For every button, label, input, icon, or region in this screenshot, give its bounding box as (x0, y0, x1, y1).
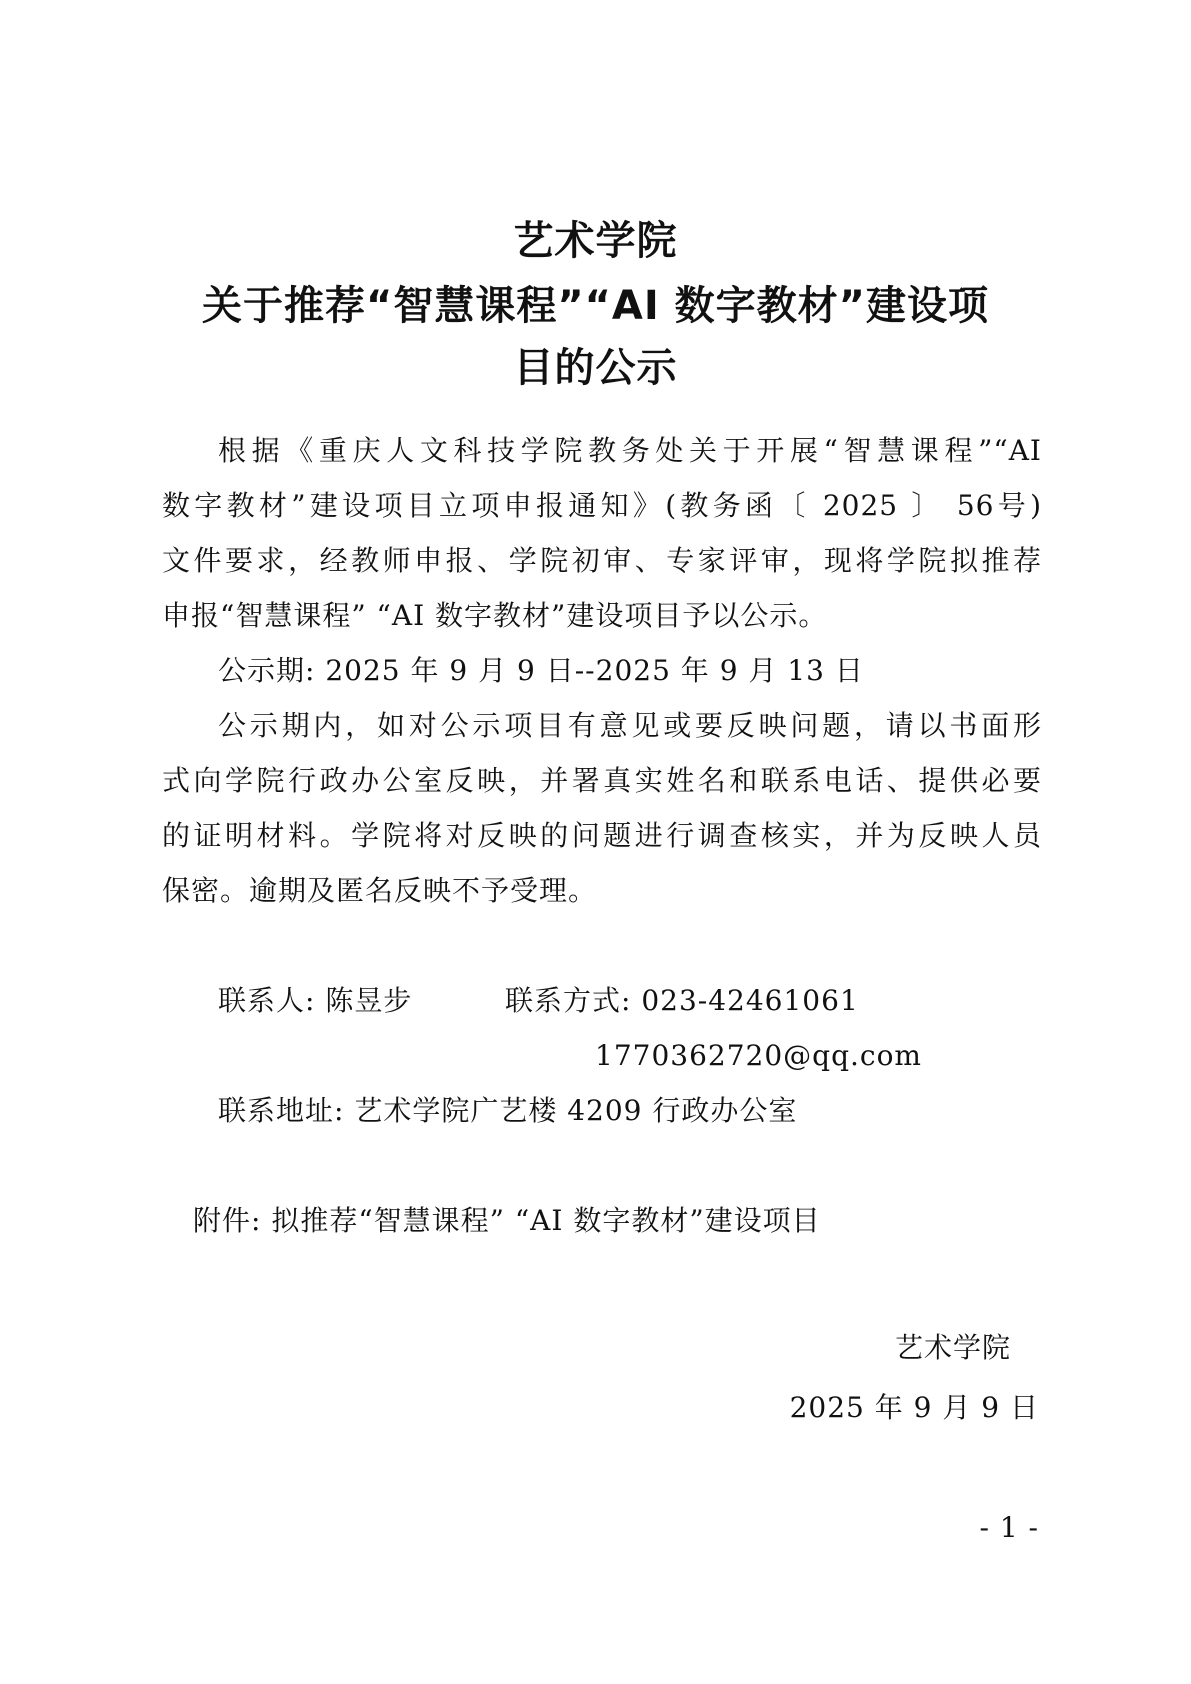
contact-person: 联系人: 陈昱步 (218, 984, 413, 1017)
publicity-period: 公示期: 2025 年 9 月 9 日--2025 年 9 月 13 日 (218, 654, 864, 687)
paragraph-line: 保密。逾期及匿名反映不予受理。 (162, 874, 598, 907)
contact-address: 联系地址: 艺术学院广艺楼 4209 行政办公室 (218, 1094, 798, 1127)
paragraph-line: 文件要求，经教师申报、学院初审、专家评审，现将学院拟推荐 (162, 544, 1042, 577)
attachment-note: 附件: 拟推荐“智慧课程” “AI 数字教材”建设项目 (193, 1204, 821, 1237)
title-line-1: 艺术学院 (513, 218, 678, 264)
title-line-2: 关于推荐“智慧课程”“AI 数字教材”建设项 (202, 283, 989, 329)
paragraph-line: 根据《重庆人文科技学院教务处关于开展“智慧课程”“AI (218, 434, 1042, 467)
paragraph-line: 式向学院行政办公室反映，并署真实姓名和联系电话、提供必要 (162, 764, 1042, 797)
paragraph-line: 申报“智慧课程” “AI 数字教材”建设项目予以公示。 (162, 599, 828, 632)
title-line-3: 目的公示 (513, 345, 678, 391)
paragraph-line: 数字教材”建设项目立项申报通知》(教务函〔 2025 〕 56号) (162, 489, 1042, 522)
signature-org: 艺术学院 (894, 1331, 1011, 1364)
contact-email[interactable]: 1770362720@qq.com (595, 1039, 922, 1072)
page-number: - 1 - (979, 1511, 1039, 1544)
signature-date: 2025 年 9 月 9 日 (789, 1391, 1039, 1424)
paragraph-line: 公示期内，如对公示项目有意见或要反映问题，请以书面形 (218, 709, 1042, 742)
contact-phone: 联系方式: 023-42461061 (505, 984, 859, 1017)
paragraph-line: 的证明材料。学院将对反映的问题进行调查核实，并为反映人员 (162, 819, 1042, 852)
